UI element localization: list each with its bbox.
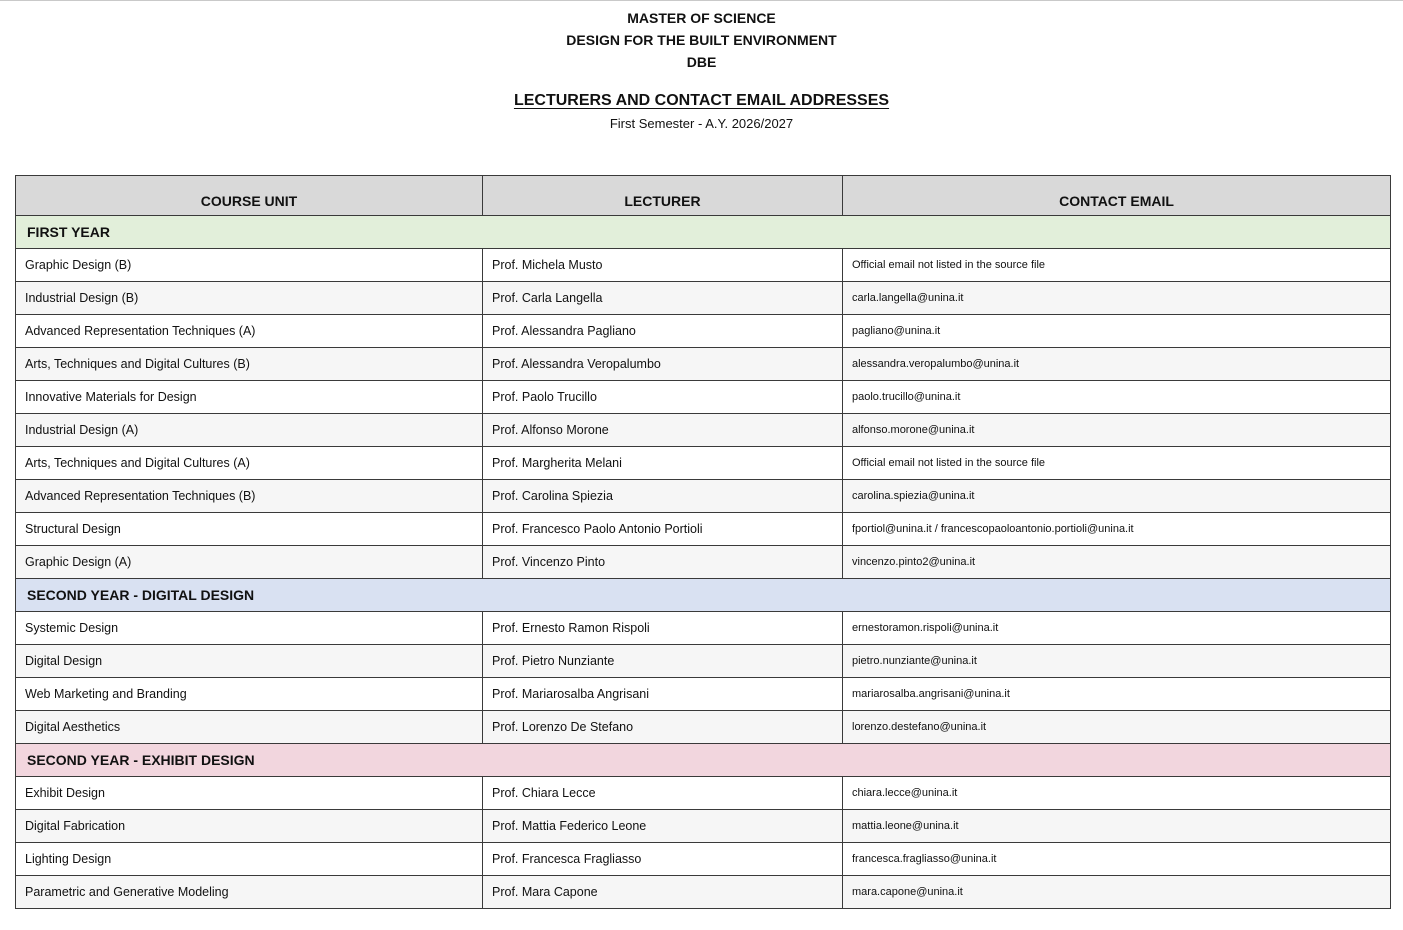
- course-unit-cell: Industrial Design (B): [16, 282, 483, 315]
- contact-email-cell: mattia.leone@unina.it: [843, 810, 1391, 843]
- course-unit-cell: Digital Aesthetics: [16, 711, 483, 744]
- section-header-row: [16, 216, 1391, 249]
- contact-email-cell: alfonso.morone@unina.it: [843, 414, 1391, 447]
- program-subtitle: DESIGN FOR THE BUILT ENVIRONMENT: [566, 32, 837, 48]
- table-row: [16, 414, 1391, 447]
- table-row: [16, 645, 1391, 678]
- section-title: FIRST YEAR: [16, 216, 1391, 249]
- lecturer-cell: Prof. Francesca Fragliasso: [483, 843, 843, 876]
- lecturer-cell: Prof. Mara Capone: [483, 876, 843, 909]
- course-unit-cell: Parametric and Generative Modeling: [16, 876, 483, 909]
- column-header-lecturer: LECTURER: [483, 176, 843, 216]
- table-row: [16, 480, 1391, 513]
- course-unit-cell: Exhibit Design: [16, 777, 483, 810]
- lecturer-cell: Prof. Lorenzo De Stefano: [483, 711, 843, 744]
- lecturer-cell: Prof. Mattia Federico Leone: [483, 810, 843, 843]
- table-row: [16, 513, 1391, 546]
- lecturers-table: [15, 175, 1391, 909]
- contact-email-cell: Official email not listed in the source file: [843, 447, 1391, 480]
- page-title: LECTURERS AND CONTACT EMAIL ADDRESSES: [513, 92, 890, 109]
- course-unit-cell: Innovative Materials for Design: [16, 381, 483, 414]
- lecturer-cell: Prof. Margherita Melani: [483, 447, 843, 480]
- document-header: [0, 7, 1403, 132]
- lecturer-cell: Prof. Vincenzo Pinto: [483, 546, 843, 579]
- course-unit-cell: Advanced Representation Techniques (A): [16, 315, 483, 348]
- table-row: [16, 282, 1391, 315]
- program-acronym: DBE: [686, 54, 717, 70]
- lecturer-cell: Prof. Francesco Paolo Antonio Portioli: [483, 513, 843, 546]
- course-unit-cell: Arts, Techniques and Digital Cultures (A): [16, 447, 483, 480]
- lecturer-cell: Prof. Carolina Spiezia: [483, 480, 843, 513]
- course-unit-cell: Arts, Techniques and Digital Cultures (B): [16, 348, 483, 381]
- contact-email-cell: vincenzo.pinto2@unina.it: [843, 546, 1391, 579]
- table-row: [16, 876, 1391, 909]
- table-row: [16, 612, 1391, 645]
- table-row: [16, 843, 1391, 876]
- lecturer-cell: Prof. Alessandra Pagliano: [483, 315, 843, 348]
- course-unit-cell: Structural Design: [16, 513, 483, 546]
- course-unit-cell: Graphic Design (A): [16, 546, 483, 579]
- table-row: [16, 546, 1391, 579]
- contact-email-cell: mara.capone@unina.it: [843, 876, 1391, 909]
- semester-label: First Semester - A.Y. 2026/2027: [609, 116, 794, 131]
- table-row: [16, 348, 1391, 381]
- contact-email-cell: fportiol@unina.it / francescopaoloantonio.portioli@unina.it: [843, 513, 1391, 546]
- table-header-row: [16, 176, 1391, 216]
- course-unit-cell: Lighting Design: [16, 843, 483, 876]
- section-title: SECOND YEAR - EXHIBIT DESIGN: [16, 744, 1391, 777]
- contact-email-cell: pietro.nunziante@unina.it: [843, 645, 1391, 678]
- table-row: [16, 711, 1391, 744]
- table-body: [16, 216, 1391, 909]
- contact-email-cell: francesca.fragliasso@unina.it: [843, 843, 1391, 876]
- lecturer-cell: Prof. Chiara Lecce: [483, 777, 843, 810]
- course-unit-cell: Digital Design: [16, 645, 483, 678]
- column-header-course-unit: COURSE UNIT: [16, 176, 483, 216]
- section-header-row: [16, 744, 1391, 777]
- course-unit-cell: Graphic Design (B): [16, 249, 483, 282]
- table-row: [16, 381, 1391, 414]
- lecturer-cell: Prof. Ernesto Ramon Rispoli: [483, 612, 843, 645]
- table-row: [16, 447, 1391, 480]
- contact-email-cell: carla.langella@unina.it: [843, 282, 1391, 315]
- lecturer-cell: Prof. Pietro Nunziante: [483, 645, 843, 678]
- top-divider: [0, 0, 1403, 1]
- table-row: [16, 678, 1391, 711]
- table-row: [16, 249, 1391, 282]
- program-name: MASTER OF SCIENCE: [627, 10, 776, 26]
- contact-email-cell: alessandra.veropalumbo@unina.it: [843, 348, 1391, 381]
- contact-email-cell: pagliano@unina.it: [843, 315, 1391, 348]
- table-row: [16, 315, 1391, 348]
- course-unit-cell: Advanced Representation Techniques (B): [16, 480, 483, 513]
- contact-email-cell: lorenzo.destefano@unina.it: [843, 711, 1391, 744]
- section-header-row: [16, 579, 1391, 612]
- column-header-contact-email: CONTACT EMAIL: [843, 176, 1391, 216]
- contact-email-cell: carolina.spiezia@unina.it: [843, 480, 1391, 513]
- contact-email-cell: mariarosalba.angrisani@unina.it: [843, 678, 1391, 711]
- contact-email-cell: paolo.trucillo@unina.it: [843, 381, 1391, 414]
- contact-email-cell: Official email not listed in the source file: [843, 249, 1391, 282]
- contact-email-cell: chiara.lecce@unina.it: [843, 777, 1391, 810]
- table-row: [16, 810, 1391, 843]
- course-unit-cell: Web Marketing and Branding: [16, 678, 483, 711]
- lecturer-cell: Prof. Michela Musto: [483, 249, 843, 282]
- course-unit-cell: Systemic Design: [16, 612, 483, 645]
- lecturer-cell: Prof. Carla Langella: [483, 282, 843, 315]
- table-row: [16, 777, 1391, 810]
- lecturer-cell: Prof. Paolo Trucillo: [483, 381, 843, 414]
- section-title: SECOND YEAR - DIGITAL DESIGN: [16, 579, 1391, 612]
- lecturer-cell: Prof. Alfonso Morone: [483, 414, 843, 447]
- lecturer-cell: Prof. Alessandra Veropalumbo: [483, 348, 843, 381]
- course-unit-cell: Industrial Design (A): [16, 414, 483, 447]
- course-unit-cell: Digital Fabrication: [16, 810, 483, 843]
- lecturer-cell: Prof. Mariarosalba Angrisani: [483, 678, 843, 711]
- contact-email-cell: ernestoramon.rispoli@unina.it: [843, 612, 1391, 645]
